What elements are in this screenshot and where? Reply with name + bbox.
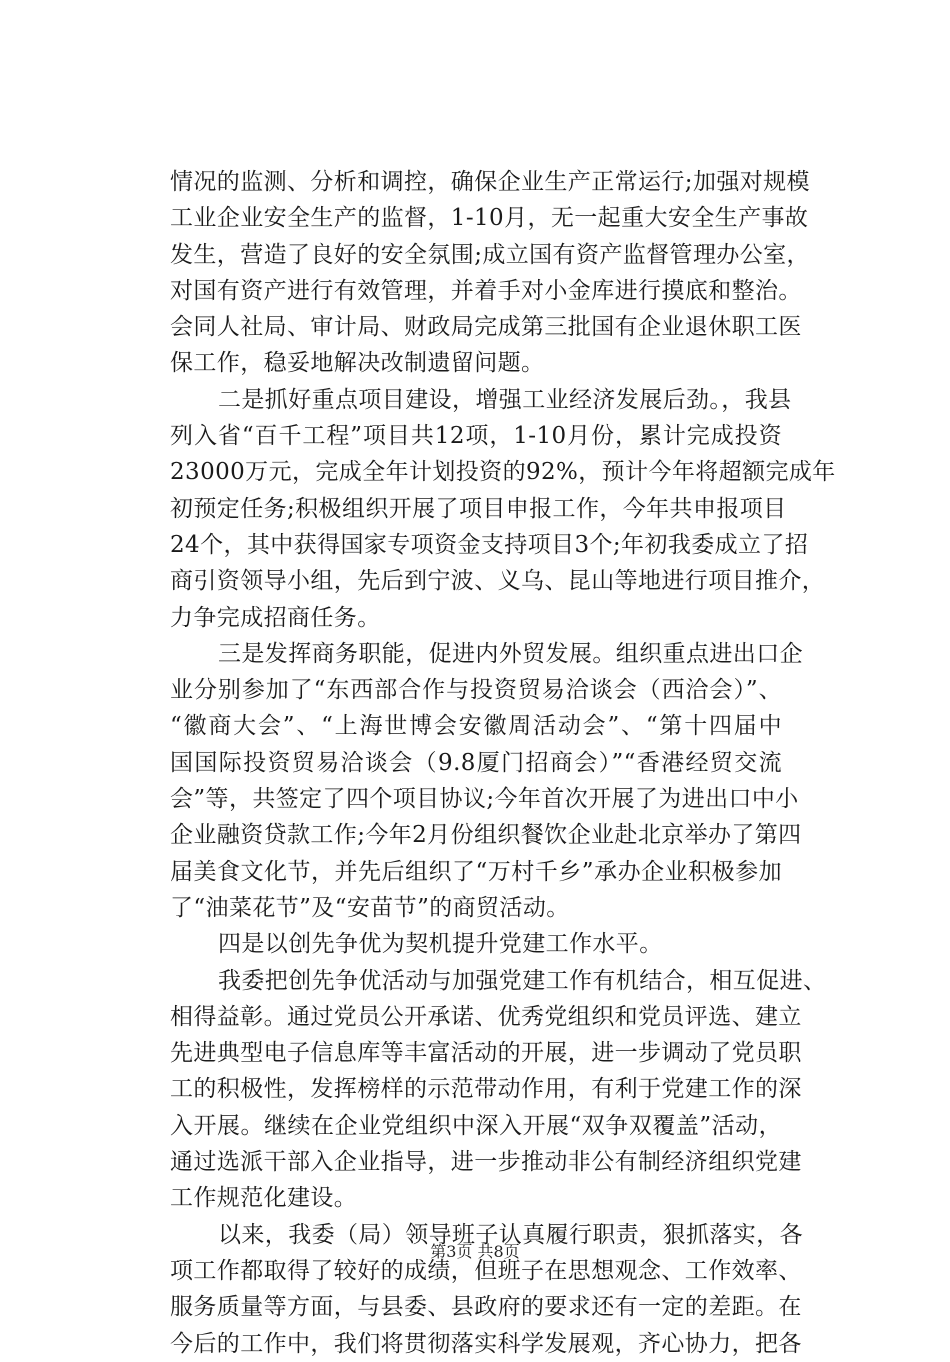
text-line: 三是发挥商务职能，促进内外贸发展。组织重点进出口企 — [218, 640, 803, 667]
text-line: 了“油菜花节”及“安苗节”的商贸活动。 — [170, 894, 570, 921]
text-line: 二是抓好重点项目建设，增强工业经济发展后劲。，我县 — [218, 386, 792, 413]
text-line: 今后的工作中，我们将贯彻落实科学发展观，齐心协力，把各 — [170, 1330, 802, 1357]
text-line: 工业企业安全生产的监督，1-10月，无一起重大安全生产事故 — [170, 205, 809, 232]
text-line: 力争完成招商任务。 — [170, 604, 381, 631]
text-line: 项工作都取得了较好的成绩，但班子在思想观念、工作效率、 — [170, 1257, 802, 1284]
text-line: 先进典型电子信息库等丰富活动的开展，进一步调动了党员职 — [170, 1040, 802, 1067]
text-line: 保工作，稳妥地解决改制遗留问题。 — [170, 350, 545, 377]
text-line: 以来，我委（局）领导班子认真履行职责，狠抓落实，各 — [218, 1221, 803, 1248]
document-body — [170, 164, 836, 1362]
text-line: 初预定任务;积极组织开展了项目申报工作，今年共申报项目 — [170, 495, 787, 522]
page-footer: 第3页 共8页 — [430, 1242, 520, 1261]
text-line: 列入省“百千工程”项目共12项，1-10月份，累计完成投资 — [170, 423, 782, 450]
text-line: 服务质量等方面，与县委、县政府的要求还有一定的差距。在 — [170, 1294, 802, 1321]
text-line: 24个，其中获得国家专项资金支持项目3个;年初我委成立了招 — [170, 531, 809, 558]
text-line: 届美食文化节，并先后组织了“万村千乡”承办企业积极参加 — [170, 858, 782, 885]
text-line: 业分别参加了“东西部合作与投资贸易洽谈会（西洽会）”、 — [170, 677, 782, 704]
text-line: 工的积极性，发挥榜样的示范带动作用，有利于党建工作的深 — [170, 1076, 802, 1103]
text-line: “徽商大会”、“上海世博会安徽周活动会”、“第十四届中 — [170, 713, 782, 740]
text-line: 发生，营造了良好的安全氛围;成立国有资产监督管理办公室， — [170, 241, 810, 268]
text-line: 通过选派干部入企业指导，进一步推动非公有制经济组织党建 — [170, 1149, 802, 1176]
text-line: 对国有资产进行有效管理，并着手对小金库进行摸底和整治。 — [170, 277, 802, 304]
text-line: 四是以创先争优为契机提升党建工作水平。 — [218, 931, 663, 958]
text-line: 企业融资贷款工作;今年2月份组织餐饮企业赴北京举办了第四 — [170, 822, 802, 849]
text-line: 会”等，共签定了四个项目协议;今年首次开展了为进出口中小 — [170, 786, 799, 813]
text-line: 会同人社局、审计局、财政局完成第三批国有企业退休职工医 — [170, 314, 802, 341]
text-line: 23000万元，完成全年计划投资的92%，预计今年将超额完成年 — [170, 459, 836, 486]
text-line: 我委把创先争优活动与加强党建工作有机结合，相互促进、 — [218, 967, 827, 994]
text-line: 国国际投资贸易洽谈会（9.8厦门招商会）”“香港经贸交流 — [170, 749, 782, 776]
text-line: 相得益彰。通过党员公开承诺、优秀党组织和党员评选、建立 — [170, 1003, 802, 1030]
text-line: 商引资领导小组，先后到宁波、义乌、昆山等地进行项目推介， — [170, 568, 826, 595]
text-line: 工作规范化建设。 — [170, 1185, 358, 1212]
text-line: 情况的监测、分析和调控，确保企业生产正常运行;加强对规模 — [170, 169, 810, 195]
text-line: 入开展。继续在企业党组织中深入开展“双争双覆盖”活动， — [170, 1112, 782, 1139]
